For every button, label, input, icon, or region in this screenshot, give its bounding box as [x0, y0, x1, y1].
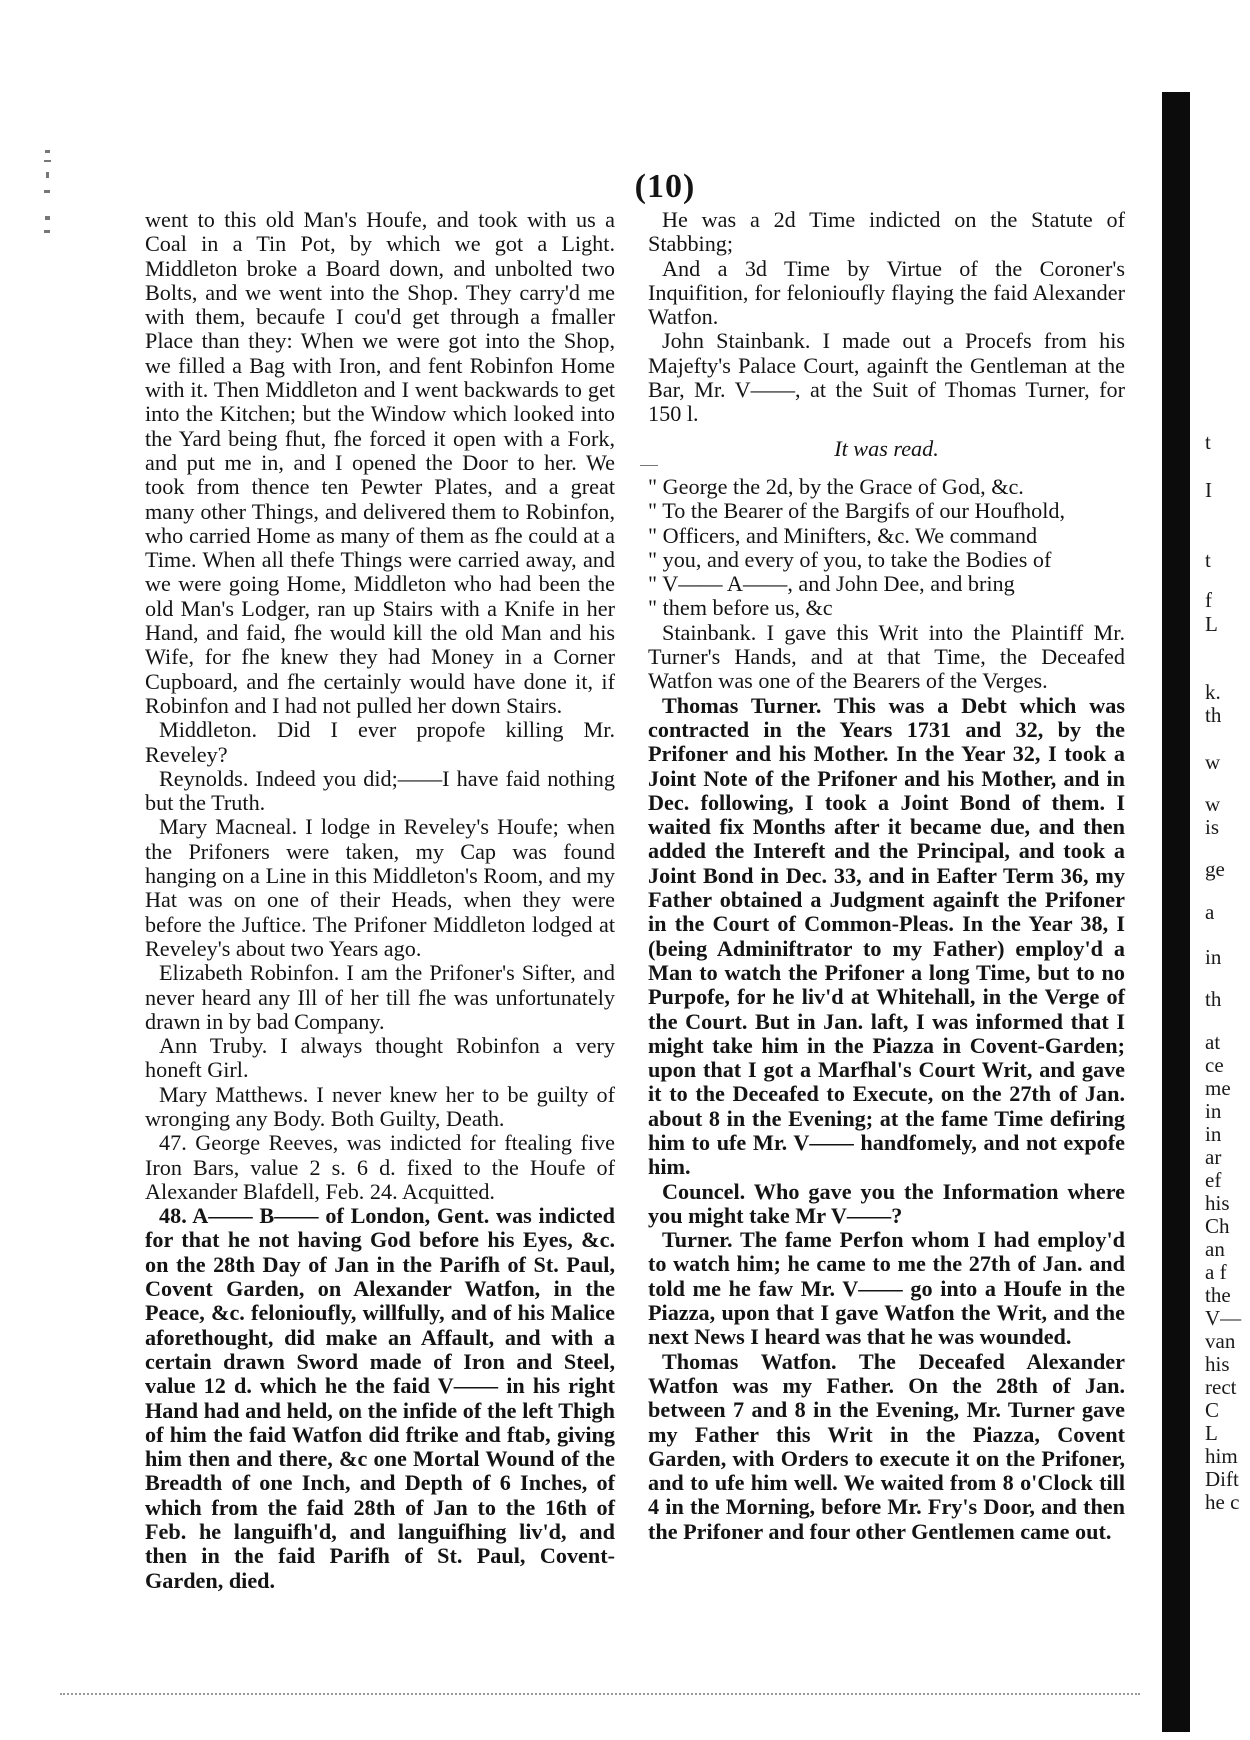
edge-fragment: th	[1205, 987, 1222, 1011]
quote-line: " you, and every of you, to take the Bodies of	[648, 546, 1052, 572]
edge-fragment: he c	[1205, 1490, 1240, 1514]
left-paragraph: 48. A—— B—— of London, Gent. was indicted for that he not having God before his Eyes, &c. on the 28th Day of Jan in the Parifh of St. Paul, Covent Garden, on Alexander Watfon, in the Peace, &c. felonioufly, willfully, and of his Malice aforethought, did make an Affault, and with a certain drawn Sword made of Iron and Steel, value 12 d. which he the faid V—— in his right Hand had and held, on the infide of the left Thigh of him the faid Watfon did ftrike and ftab, giving him then and there, &c one Mortal Wound of the Breadth of one Inch, and Depth of 6 Inches, of which from the faid 28th of Jan to the 16th of Feb. he languifh'd, and languifhing liv'd, and then in the faid Parifh of St. Paul, Covent-Garden, died.	[145, 1203, 615, 1593]
edge-fragment: t	[1205, 430, 1211, 454]
writ-quote	[648, 475, 1125, 621]
right-paragraph: John Stainbank. I made out a Procefs from his Majefty's Palace Court, againft the Gentleman at the Bar, Mr. V——, at the Suit of Thomas Turner, for 150 l.	[648, 328, 1125, 427]
edge-fragment: L	[1205, 612, 1218, 636]
edge-fragment: C	[1205, 1398, 1220, 1422]
bottom-scan-noise	[60, 1693, 1140, 1697]
edge-fragment: th	[1205, 703, 1222, 727]
right-paragraph: Councel. Who gave you the Information where you might take Mr V——?	[648, 1178, 1125, 1228]
quote-line: " V—— A——, and John Dee, and bring	[648, 571, 1015, 597]
adjacent-page-edge	[1205, 0, 1250, 1740]
edge-fragment: his	[1205, 1191, 1230, 1215]
quote-line: " George the 2d, by the Grace of God, &c.	[648, 473, 1024, 499]
binding-marks	[42, 150, 54, 246]
right-column	[648, 208, 1125, 1544]
edge-fragment: V—	[1205, 1306, 1242, 1330]
edge-fragment: in	[1205, 1099, 1222, 1123]
quote-line: " Officers, and Minifters, &c. We command	[648, 522, 1038, 548]
edge-fragment: I	[1205, 478, 1212, 502]
quote-line: " them before us, &c	[648, 595, 833, 621]
edge-fragment: his	[1205, 1352, 1230, 1376]
read-note: It was read.	[834, 435, 939, 461]
right-paragraph: Stainbank. I gave this Writ into the Plaintiff Mr. Turner's Hands, and at that Time, the Deceafed Watfon was one of the Bearers of the Verges.	[648, 619, 1125, 694]
edge-fragment: in	[1205, 945, 1222, 969]
edge-fragment: ef	[1205, 1168, 1222, 1192]
binding-mark-graphic	[42, 150, 54, 240]
edge-fragment: f	[1205, 588, 1212, 612]
margin-dash	[640, 465, 658, 466]
right-paragraph: Turner. The fame Perfon whom I had employ'd to watch him; he came to me the 27th of Jan. and told me he faw Mr. V—— go into a Houfe in the Piazza, upon that I gave Watfon the Writ, and the next News I heard was that he was wounded.	[648, 1227, 1125, 1350]
edge-fragment: Ch	[1205, 1214, 1230, 1238]
right-paragraph: He was a 2d Time indicted on the Statute of Stabbing;	[648, 207, 1125, 257]
edge-fragment: him	[1205, 1444, 1238, 1468]
quote-line: " To the Bearer of the Bargifs of our Houfhold,	[648, 498, 1066, 524]
left-paragraph: Ann Truby. I always thought Robinfon a very honeft Girl.	[145, 1033, 615, 1083]
edge-fragment: rect	[1205, 1375, 1237, 1399]
edge-fragment: at	[1205, 1030, 1221, 1054]
left-paragraph: went to this old Man's Houfe, and took with us a Coal in a Tin Pot, by which we got a Light. Middleton broke a Board down, and unbolted two Bolts, and we went into the Shop. They carry'd me with them, becaufe I cou'd get through a fmaller Place than they: When we were got into the Shop, we filled a Bag with Iron, and fent Robinfon Home with it. Then Middleton and I went backwards to get into the Kitchen; but the Window which looked into the Yard being fhut, fhe forced it open with a Fork, and put me in, and I opened the Door to her. We took from thence ten Pewter Plates, and a great many other Things, and delivered them to Robinfon, who carried Home as many of them as fhe could at a Time. When all thefe Things were carried away, and we were going Home, Middleton who had been the old Man's Lodger, ran up Stairs with a Knife in her Hand, and faid, fhe would kill the old Man and his Wife, for fhe knew they had Money in a Corner Cupboard, and fhe certainly would have done it, if Robinfon and I had not pulled her down Stairs.	[145, 207, 615, 718]
left-paragraph: Mary Macneal. I lodge in Reveley's Houfe; when the Prifoners were taken, my Cap was found hanging on a Line in this Middleton's Room, and my Hat was on one of their Heads, when they were before the Juftice. The Prifoner Middleton lodged at Reveley's about two Years ago.	[145, 814, 615, 961]
edge-fragment: the	[1205, 1283, 1231, 1307]
right-paragraph: And a 3d Time by Virtue of the Coroner's Inquifition, for felonioufly flaying the faid Alexander Watfon.	[648, 255, 1125, 330]
edge-fragment: van	[1205, 1329, 1236, 1353]
edge-fragment: Dift	[1205, 1467, 1239, 1491]
edge-fragment: ce	[1205, 1053, 1224, 1077]
right-paragraph: Thomas Watfon. The Deceafed Alexander Watfon was my Father. On the 28th of Jan. between 7 and 8 in the Evening, Mr. Turner gave my Father this Writ in the Piazza, Covent Garden, with Orders to execute it on the Prifoner, and to ufe him well. We waited from 8 o'Clock till 4 in the Morning, before Mr. Fry's Door, and then the Prifoner and four other Gentlemen came out.	[648, 1348, 1125, 1544]
edge-fragment: is	[1205, 815, 1220, 839]
left-column	[145, 208, 615, 1593]
edge-fragment: L	[1205, 1421, 1218, 1445]
edge-fragment: a f	[1205, 1260, 1227, 1284]
edge-fragment: ge	[1205, 857, 1225, 881]
left-paragraph: Mary Matthews. I never knew her to be guilty of wronging any Body. Both Guilty, Death.	[145, 1081, 615, 1131]
left-paragraph: Elizabeth Robinfon. I am the Prifoner's Sifter, and never heard any Ill of her till fhe was unfortunately drawn in by bad Company.	[145, 960, 615, 1034]
edge-fragment: a	[1205, 900, 1215, 924]
right-paragraph: Thomas Turner. This was a Debt which was contracted in the Years 1731 and 32, by the Prifoner and his Mother. In the Year 32, I took a Joint Note of the Prifoner and his Mother, and in Dec. following, I took a Joint Bond of them. I waited fix Months after it became due, and then added the Intereft and the Principal, and took a Joint Bond in Dec. 33, and in Eafter Term 36, my Father obtained a Judgment againft the Prifoner in the Court of Common-Pleas. In the Year 38, I (being Adminiftrator to my Father) employ'd a Man to watch the Prifoner a long Time, but to no Purpofe, for he liv'd at Whitehall, in the Verge of the Court. But in Jan. laft, I was informed that I might take him in the Piazza in Covent-Garden; upon that I got a Marfhal's Court Writ, and gave it to the Deceafed to Execute, on the 27th of Jan. about 8 in the Evening; at the fame Time defiring him to ufe Mr. V—— handfomely, and not expofe him.	[648, 692, 1125, 1180]
edge-fragment: k.	[1205, 680, 1221, 704]
page-gutter-shadow	[1162, 92, 1190, 1732]
left-paragraph: 47. George Reeves, was indicted for ftealing five Iron Bars, value 2 s. 6 d. fixed to the Houfe of Alexander Blafdell, Feb. 24. Acquitted.	[145, 1130, 615, 1204]
left-paragraph: Reynolds. Indeed you did;——I have faid nothing but the Truth.	[145, 765, 615, 816]
edge-fragment: an	[1205, 1237, 1225, 1261]
page-number: (10)	[634, 168, 696, 205]
edge-fragment: t	[1205, 548, 1211, 572]
left-paragraph: Middleton. Did I ever propofe killing Mr. Reveley?	[145, 717, 615, 767]
edge-fragment: me	[1205, 1076, 1231, 1100]
edge-fragment: w	[1205, 750, 1221, 774]
edge-fragment: in	[1205, 1122, 1222, 1146]
edge-fragment: w	[1205, 792, 1221, 816]
edge-fragment: ar	[1205, 1145, 1222, 1169]
